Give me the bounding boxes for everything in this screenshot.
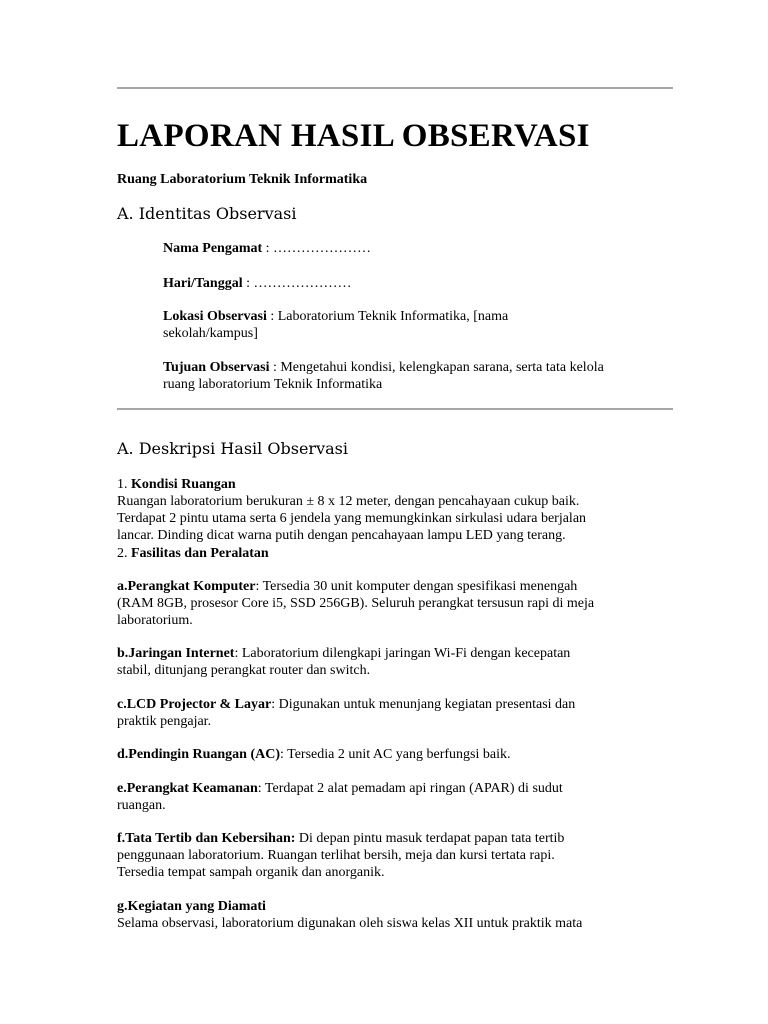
text-line: Tersedia tempat sampah organik dan anorganik. bbox=[117, 865, 385, 880]
text-line bbox=[117, 830, 673, 847]
text-line: (RAM 8GB, prosesor Core i5, SSD 256GB). Seluruh perangkat tersusun rapi di meja bbox=[117, 596, 595, 611]
item-label: d.Pendingin Ruangan (AC) bbox=[117, 747, 280, 762]
field-hari-tanggal bbox=[163, 275, 673, 292]
text-line: Ruangan laboratorium berukuran ± 8 x 12 meter, dengan pencahayaan cukup baik. bbox=[117, 494, 580, 509]
field-label: Tujuan Observasi bbox=[163, 360, 270, 375]
item-text: : Digunakan untuk menunjang kegiatan presentasi dan bbox=[271, 697, 576, 712]
section-heading-deskripsi: A. Deskripsi Hasil Observasi bbox=[117, 439, 348, 458]
text-line: Terdapat 2 pintu utama serta 6 jendela yang memungkinkan sirkulasi udara berjalan bbox=[117, 511, 587, 526]
text-line bbox=[117, 545, 673, 562]
item-label: c.LCD Projector & Layar bbox=[117, 697, 272, 712]
field-label: Nama Pengamat bbox=[163, 241, 263, 256]
text-line bbox=[163, 308, 673, 325]
item-lcd-projector bbox=[117, 696, 673, 730]
field-label: Hari/Tanggal bbox=[163, 276, 243, 291]
document-subtitle: Ruang Laboratorium Teknik Informatika bbox=[117, 172, 368, 187]
list-number: 1. bbox=[117, 477, 131, 492]
text-line: penggunaan laboratorium. Ruangan terlihat bersih, meja dan kursi tertata rapi. bbox=[117, 848, 555, 863]
field-value: ………………… bbox=[253, 276, 352, 291]
text-line bbox=[117, 696, 673, 713]
field-lokasi-observasi bbox=[163, 308, 673, 342]
paragraph-kondisi-ruangan bbox=[117, 476, 673, 544]
text-line: ruangan. bbox=[117, 798, 166, 813]
top-divider bbox=[117, 87, 673, 89]
field-value: Mengetahui kondisi, kelengkapan sarana, serta tata kelola bbox=[280, 360, 604, 375]
field-separator: : bbox=[266, 309, 278, 324]
item-label: b.Jaringan Internet bbox=[117, 646, 235, 661]
item-pendingin-ruangan bbox=[117, 746, 673, 763]
field-separator: : bbox=[262, 241, 274, 256]
item-label: e.Perangkat Keamanan bbox=[117, 781, 258, 796]
text-line bbox=[117, 746, 673, 763]
text-line bbox=[117, 898, 673, 915]
text-line: praktik pengajar. bbox=[117, 714, 212, 729]
paragraph-label: Fasilitas dan Peralatan bbox=[131, 546, 269, 561]
field-separator: : bbox=[269, 360, 281, 375]
item-text: Di depan pintu masuk terdapat papan tata tertib bbox=[295, 831, 565, 846]
text-line bbox=[163, 359, 673, 376]
text-line bbox=[117, 645, 673, 662]
item-tata-tertib bbox=[117, 830, 673, 881]
item-perangkat-komputer bbox=[117, 578, 673, 629]
field-nama-pengamat bbox=[163, 240, 673, 257]
text-line bbox=[117, 780, 673, 797]
field-separator: : bbox=[242, 276, 254, 291]
item-perangkat-keamanan bbox=[117, 780, 673, 814]
item-label: f.Tata Tertib dan Kebersihan: bbox=[117, 831, 296, 846]
item-text: : Tersedia 2 unit AC yang berfungsi baik. bbox=[280, 747, 511, 762]
field-value: Laboratorium Teknik Informatika, [nama bbox=[277, 309, 509, 324]
document-title: LAPORAN HASIL OBSERVASI bbox=[117, 118, 590, 154]
item-jaringan-internet bbox=[117, 645, 673, 679]
item-text: : Terdapat 2 alat pemadam api ringan (APAR) di sudut bbox=[257, 781, 563, 796]
text-line: lancar. Dinding dicat warna putih dengan pencahayaan lampu LED yang terang. bbox=[117, 528, 566, 543]
section-heading-identitas: A. Identitas Observasi bbox=[117, 204, 297, 223]
field-label: Lokasi Observasi bbox=[163, 309, 267, 324]
paragraph-label: Kondisi Ruangan bbox=[131, 477, 236, 492]
item-text: : Laboratorium dilengkapi jaringan Wi-Fi dengan kecepatan bbox=[234, 646, 571, 661]
field-value: ………………… bbox=[273, 241, 372, 256]
list-number: 2. bbox=[117, 546, 131, 561]
text-line: sekolah/kampus] bbox=[163, 326, 258, 341]
text-line: laboratorium. bbox=[117, 613, 193, 628]
section-divider bbox=[117, 408, 673, 410]
text-line: Selama observasi, laboratorium digunakan oleh siswa kelas XII untuk praktik mata bbox=[117, 916, 583, 931]
item-kegiatan-diamati bbox=[117, 898, 673, 932]
text-line: stabil, ditunjang perangkat router dan switch. bbox=[117, 663, 371, 678]
item-label: g.Kegiatan yang Diamati bbox=[117, 899, 266, 914]
paragraph-fasilitas bbox=[117, 545, 673, 562]
text-line bbox=[117, 578, 673, 595]
text-line: ruang laboratorium Teknik Informatika bbox=[163, 377, 383, 392]
item-text: : Tersedia 30 unit komputer dengan spesifikasi menengah bbox=[255, 579, 578, 594]
text-line bbox=[117, 476, 673, 493]
item-label: a.Perangkat Komputer bbox=[117, 579, 256, 594]
field-tujuan-observasi bbox=[163, 359, 673, 393]
